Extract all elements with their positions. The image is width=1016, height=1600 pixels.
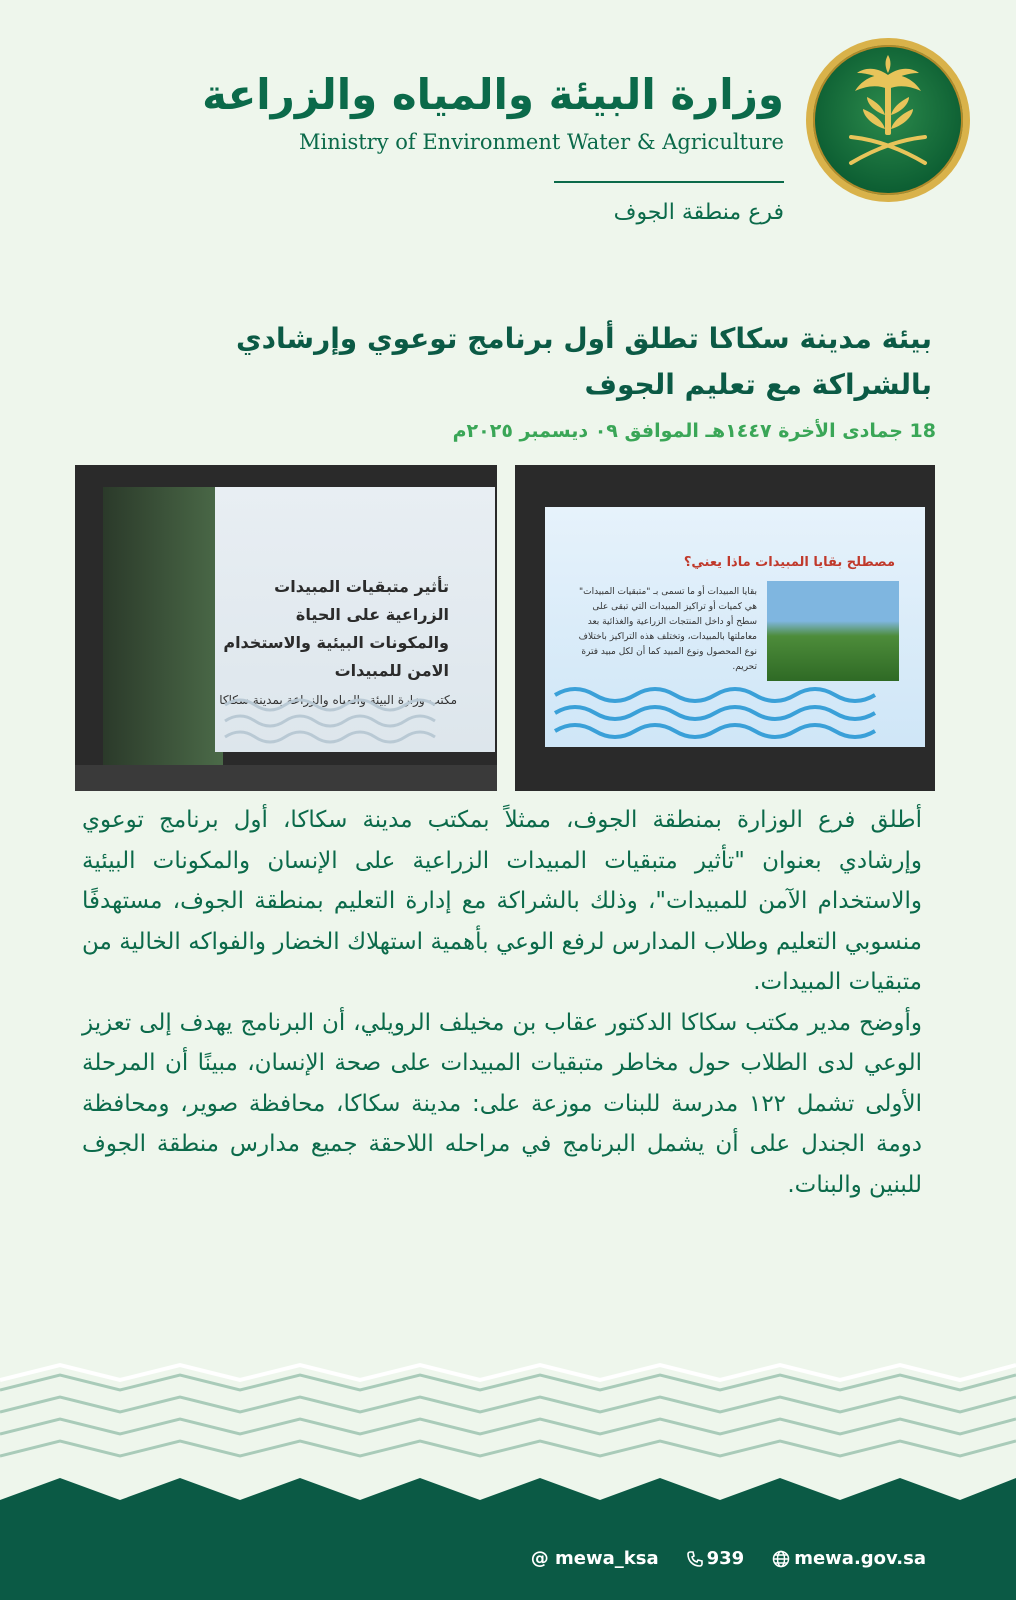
phone-link[interactable] [687,1548,745,1569]
ministry-name-english: Ministry of Environment Water & Agriculture [299,130,784,154]
article-headline [212,316,932,408]
article-paragraph-2: وأوضح مدير مكتب سكاكا الدكتور عقاب بن مخيلف الرويلي، أن البرنامج يهدف إلى تعزيز الوعي لدى الطلاب حول مخاطر متبقيات المبيدات على صحة الإنسان، مبينًا أن المرحلة الأولى تشمل ١٢٢ مدرسة للبنات موزعة على: مدينة سكاكا، محافظة صوير، ومحافظة دومة الجندل على أن يشمل البرنامج في مراحله اللاحقة جميع مدارس منطقة الجوف للبنين والبنات. [82,1009,922,1198]
website-url: mewa.gov.sa [794,1548,926,1569]
slide-heading: مصطلح بقايا المبيدات ماذا يعني؟ [683,555,895,570]
slide-title: تأثير متبقيات المبيدات الزراعية على الحياة والمكونات البيئية والاستخدام الامن للمبيدات [223,577,449,680]
phone-icon [687,1551,703,1567]
headline-line-2: بالشراكة مع تعليم الجوف [584,368,932,401]
slide-waves-decoration [515,465,935,791]
slide-footer: مكتب وزارة البيئة والمياه والزراعة بمدينة سكاكا [219,693,457,707]
footer-waves-decoration [0,1360,1016,1510]
ministry-name-arabic: وزارة البيئة والمياه والزراعة [202,70,784,119]
ministry-emblem [806,38,970,202]
footer-contact-links [531,1548,926,1569]
slide-waves-decoration [75,465,497,791]
globe-icon [772,1550,790,1568]
header-divider [554,181,784,183]
phone-number: 939 [706,1548,745,1569]
social-handle-link[interactable] [531,1548,659,1569]
article-body [82,800,922,1205]
photo-pesticide-definition [515,465,935,791]
palm-swords-icon [813,45,963,195]
headline-line-1: بيئة مدينة سكاكا تطلق أول برنامج توعوي وإرشادي [236,322,932,355]
slide-body-text: بقايا المبيدات أو ما تسمى بـ "متبقيات المبيدات" هي كميات أو تراكيز المبيدات التي تبقى على سطح أو داخل المنتجات الزراعية والغذائية بعد معاملتها بالمبيدات، وتختلف هذه التراكيز باختلاف نوع المحصول ونوع المبيد كما أن لكل مبيد فترة تحريم. [578,587,757,672]
article-paragraph-1: أطلق فرع الوزارة بمنطقة الجوف، ممثلاً بمكتب مدينة سكاكا، أول برنامج توعوي وإرشادي بعنوان "تأثير متبقيات المبيدات الزراعية على الإنسان والمكونات البيئية والاستخدام الآمن للمبيدات"، وذلك بالشراكة مع إدارة التعليم بمنطقة الجوف، مستهدفًا منسوبي التعليم وطلاب المدارس لرفع الوعي بأهمية استهلاك الخضار والفواكه الخالية من متبقيات المبيدات. [82,807,922,995]
social-handle-text: @ mewa_ksa [530,1548,659,1569]
branch-name: فرع منطقة الجوف [613,200,784,225]
photo-presentation-title [75,465,497,791]
article-date: 18 جمادى الأخرة ١٤٤٧هـ الموافق ٠٩ ديسمبر ٢٠٢٥م [452,420,936,442]
website-link[interactable] [772,1548,926,1569]
